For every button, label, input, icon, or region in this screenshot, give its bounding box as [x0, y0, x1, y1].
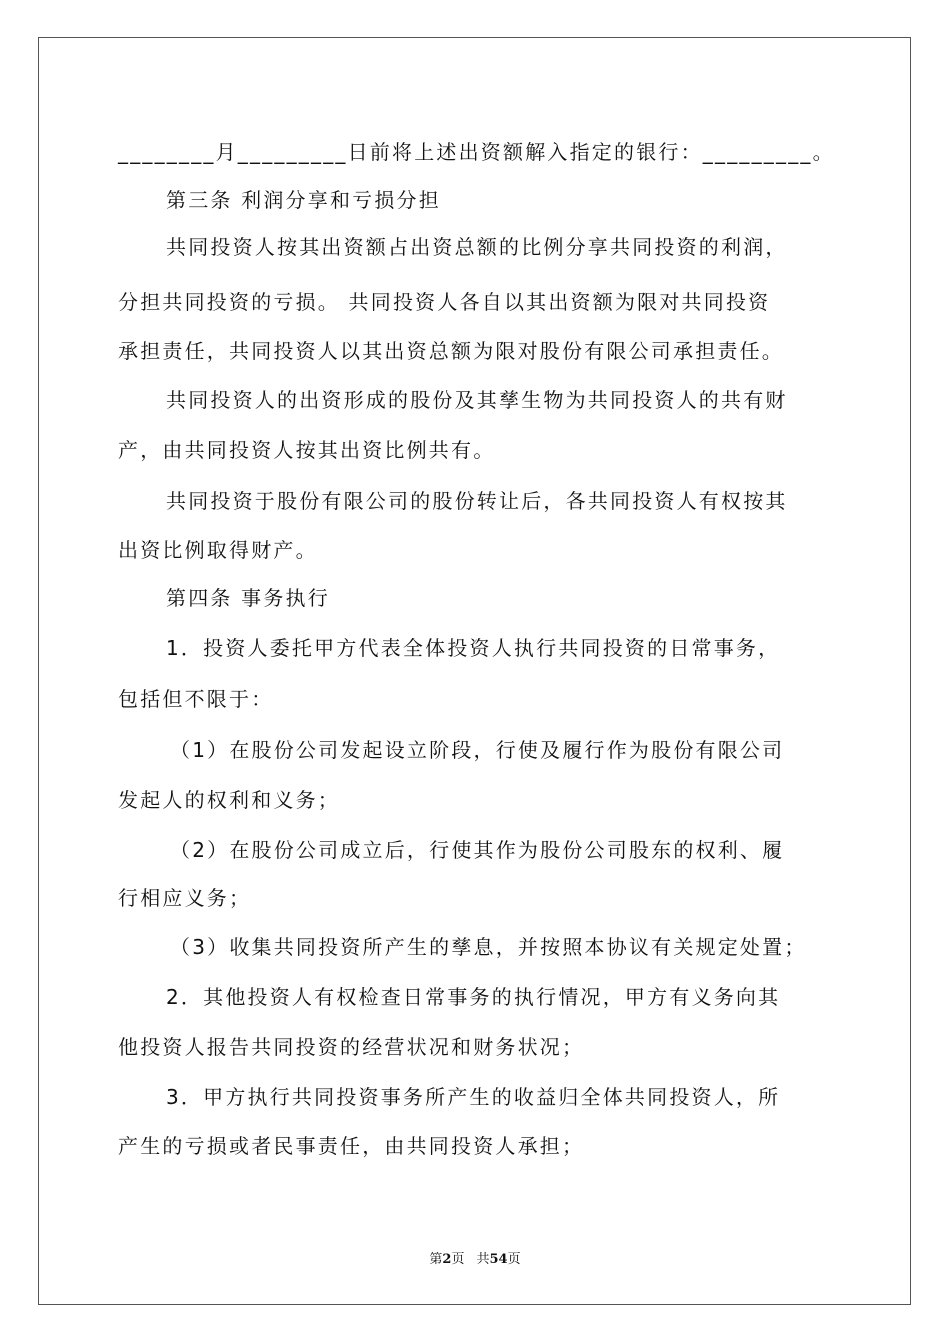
paragraph-line: 承担责任，共同投资人以其出资总额为限对股份有限公司承担责任。	[118, 339, 784, 363]
page-suffix: 页	[451, 1252, 465, 1267]
sub-item-line: 发起人的权利和义务；	[118, 788, 340, 812]
paragraph-line: 产，由共同投资人按其出资比例共有。	[118, 438, 496, 462]
paragraph-line: 共同投资人按其出资额占出资总额的比例分享共同投资的利润，	[166, 235, 788, 259]
sub-item-line: （1）在股份公司发起设立阶段，行使及履行作为股份有限公司	[170, 738, 785, 762]
sub-item-line: 行相应义务；	[118, 886, 252, 910]
article-3-heading: 第三条 利润分享和亏损分担	[166, 188, 441, 212]
total-pages: 54	[489, 1252, 508, 1267]
list-item-line: 他投资人报告共同投资的经营状况和财务状况；	[118, 1035, 585, 1059]
list-item-line: 3．甲方执行共同投资事务所产生的收益归全体共同投资人，所	[166, 1085, 781, 1109]
paragraph-line: 出资比例取得财产。	[118, 538, 318, 562]
page-prefix: 第	[429, 1252, 443, 1267]
list-item-line: 产生的亏损或者民事责任，由共同投资人承担；	[118, 1134, 585, 1158]
list-item-line: 2．其他投资人有权检查日常事务的执行情况，甲方有义务向其	[166, 985, 781, 1009]
total-prefix: 共	[476, 1252, 490, 1267]
article-4-heading: 第四条 事务执行	[166, 586, 330, 610]
list-item-line: 包括但不限于：	[118, 687, 274, 711]
total-suffix: 页	[507, 1252, 521, 1267]
text-line-date-blanks: ________月_________日前将上述出资额解入指定的银行：_________。	[118, 140, 835, 164]
paragraph-line: 分担共同投资的亏损。 共同投资人各自以其出资额为限对共同投资	[118, 290, 771, 314]
page-number: 2	[442, 1252, 452, 1267]
page-border	[38, 37, 911, 1305]
paragraph-line: 共同投资人的出资形成的股份及其孳生物为共同投资人的共有财	[166, 388, 788, 412]
sub-item-line: （3）收集共同投资所产生的孳息，并按照本协议有关规定处置；	[170, 935, 807, 959]
sub-item-line: （2）在股份公司成立后，行使其作为股份公司股东的权利、履	[170, 838, 785, 862]
list-item-line: 1．投资人委托甲方代表全体投资人执行共同投资的日常事务，	[166, 636, 781, 660]
page-footer	[0, 1251, 950, 1269]
paragraph-line: 共同投资于股份有限公司的股份转让后，各共同投资人有权按其	[166, 489, 788, 513]
